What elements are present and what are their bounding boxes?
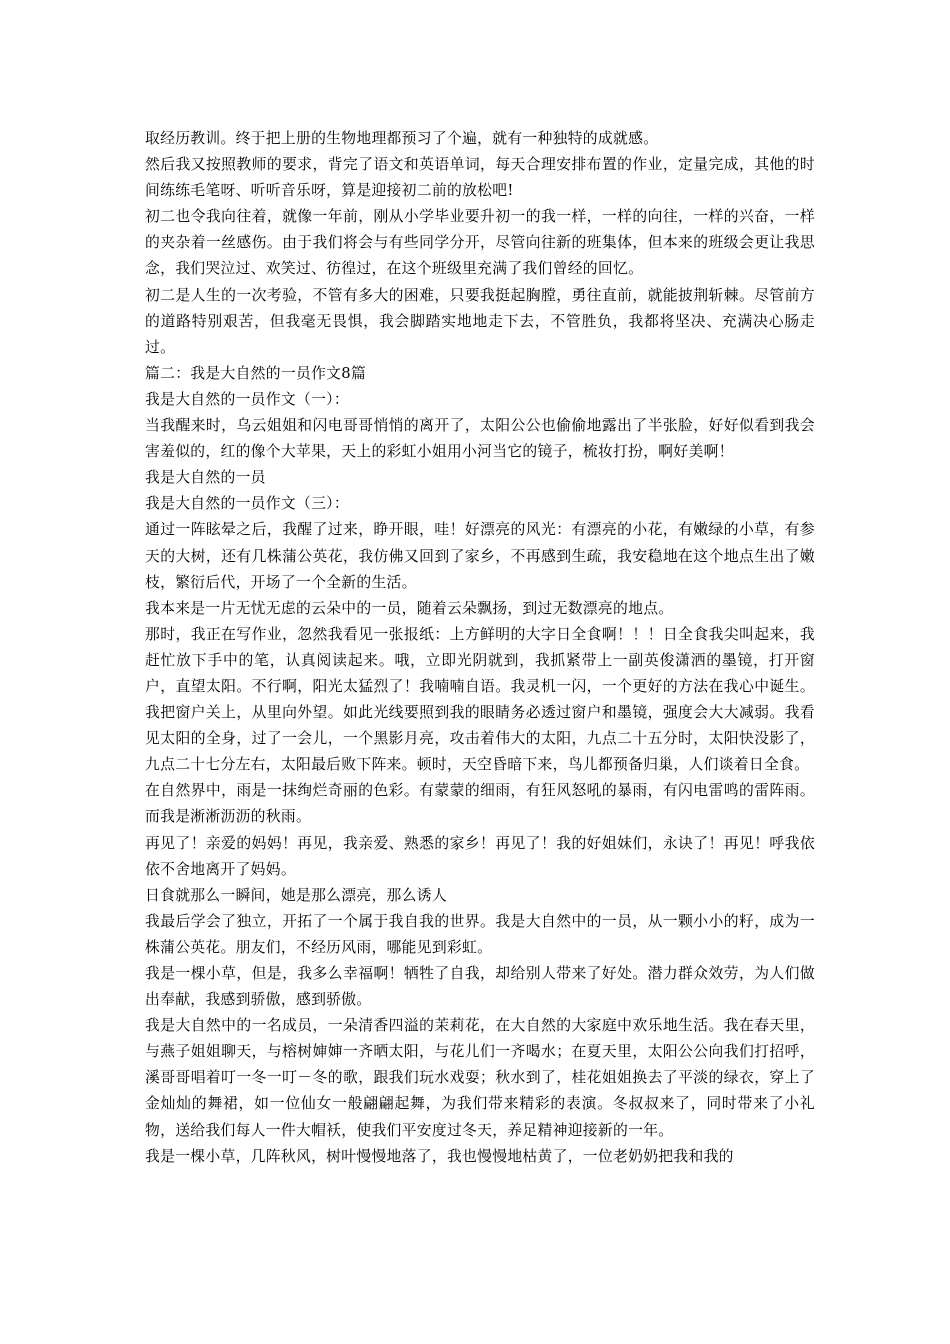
paragraph: 初二也令我向往着，就像一年前，刚从小学毕业要升初一的我一样，一样的向往，一样的兴奋，一样的夹杂着一丝感伤。由于我们将会与有些同学分开，尽管向往新的班集体，但本来的班级会更让我思念，我们哭泣过、欢笑过、彷徨过，在这个班级里充满了我们曾经的回忆。 [145,208,815,278]
paragraph: 取经历教训。终于把上册的生物地理都预习了个遍，就有一种独特的成就感。 [145,130,659,147]
paragraph: 然后我又按照教师的要求，背完了语文和英语单词，每天合理安排布置的作业，定量完成，其他的时间练练毛笔呀、听听音乐呀，算是迎接初二前的放松吧! [145,156,815,200]
paragraph: 在自然界中，雨是一抹绚烂奇丽的色彩。有蒙蒙的细雨，有狂风怒吼的暴雨，有闪电雷鸣的雷阵雨。而我是淅淅沥沥的秋雨。 [145,782,815,826]
paragraph: 我是大自然中的一名成员，一朵清香四溢的茉莉花，在大自然的大家庭中欢乐地生活。我在春天里，与燕子姐姐聊天，与榕树婶婶一齐晒太阳，与花儿们一齐喝水；在夏天里，太阳公公向我们打招呼，溪哥哥唱着叮一冬一叮－冬的歌，跟我们玩水戏耍；秋水到了，桂花姐姐换去了平淡的绿衣，穿上了金灿灿的舞裙，如一位仙女一般翩翩起舞，为我们带来精彩的表演。冬叔叔来了，同时带来了小礼物，送给我们每人一件大帽袄，使我们平安度过冬天，养足精神迎接新的一年。 [145,1017,815,1139]
paragraph: 我是大自然的一员 [145,469,266,487]
section-heading: 篇二：我是大自然的一员作文8篇 [145,364,367,382]
paragraph: 那时，我正在写作业，忽然我看见一张报纸：上方鲜明的大字日全食啊！！！日全食我尖叫起来，我赶忙放下手中的笔，认真阅读起来。哦，立即光阴就到，我抓紧带上一副英俊潇洒的墨镜，打开窗户，直望太阳。不行啊，阳光太猛烈了！我喃喃自语。我灵机一闪，一个更好的方法在我心中诞生。我把窗户关上，从里向外望。如此光线要照到我的眼睛务必透过窗户和墨镜，强度会大大减弱。我看见太阳的全身，过了一会儿，一个黑影月亮，攻击着伟大的太阳，九点二十五分时，太阳快没影了，九点二十七分左右，太阳最后败下阵来。顿时，天空昏暗下来，鸟儿都预备归巢，人们谈着日全食。 [145,625,815,774]
paragraph: 我是一棵小草，几阵秋风，树叶慢慢地落了，我也慢慢地枯黄了，一位老奶奶把我和我的 [145,1147,734,1165]
document-body [145,126,815,1170]
paragraph: 我本来是一片无忧无虑的云朵中的一员，随着云朵飘扬，到过无数漂亮的地点。 [145,599,674,617]
subheading: 我是大自然的一员作文（三）： [145,495,349,513]
paragraph: 日食就那么一瞬间，她是那么漂亮，那么诱人 [145,886,447,904]
paragraph: 初二是人生的一次考验，不管有多大的困难，只要我挺起胸膛，勇往直前，就能披荆斩棘。尽管前方的道路特别艰苦，但我毫无畏惧，我会脚踏实地地走下去，不管胜负，我都将坚决、充满决心肠走过。 [145,286,815,356]
paragraph: 通过一阵眩晕之后，我醒了过来，睁开眼，哇！好漂亮的风光：有漂亮的小花，有嫩绿的小草，有参天的大树，还有几株蒲公英花，我仿佛又回到了家乡，不再感到生疏，我安稳地在这个地点生出了嫩枝，繁衍后代，开场了一个全新的生活。 [145,521,815,591]
paragraph: 当我醒来时，乌云姐姐和闪电哥哥悄悄的离开了，太阳公公也偷偷地露出了半张脸，好好似看到我会害羞似的，红的像个大苹果，天上的彩虹小姐用小河当它的镜子，梳妆打扮，啊好美啊！ [145,417,815,461]
paragraph: 再见了！亲爱的妈妈！再见，我亲爱、熟悉的家乡！再见了！我的好姐妹们，永诀了！再见！呼我依依不舍地离开了妈妈。 [145,834,815,878]
subheading: 我是大自然的一员作文（一）： [145,390,349,408]
paragraph: 我最后学会了独立，开拓了一个属于我自我的世界。我是大自然中的一员，从一颗小小的籽，成为一株蒲公英花。朋友们，不经历风雨，哪能见到彩虹。 [145,912,815,956]
paragraph: 我是一棵小草，但是，我多么幸福啊！牺牲了自我，却给别人带来了好处。潜力群众效劳，为人们做出奉献，我感到骄傲，感到骄傲。 [145,965,815,1009]
